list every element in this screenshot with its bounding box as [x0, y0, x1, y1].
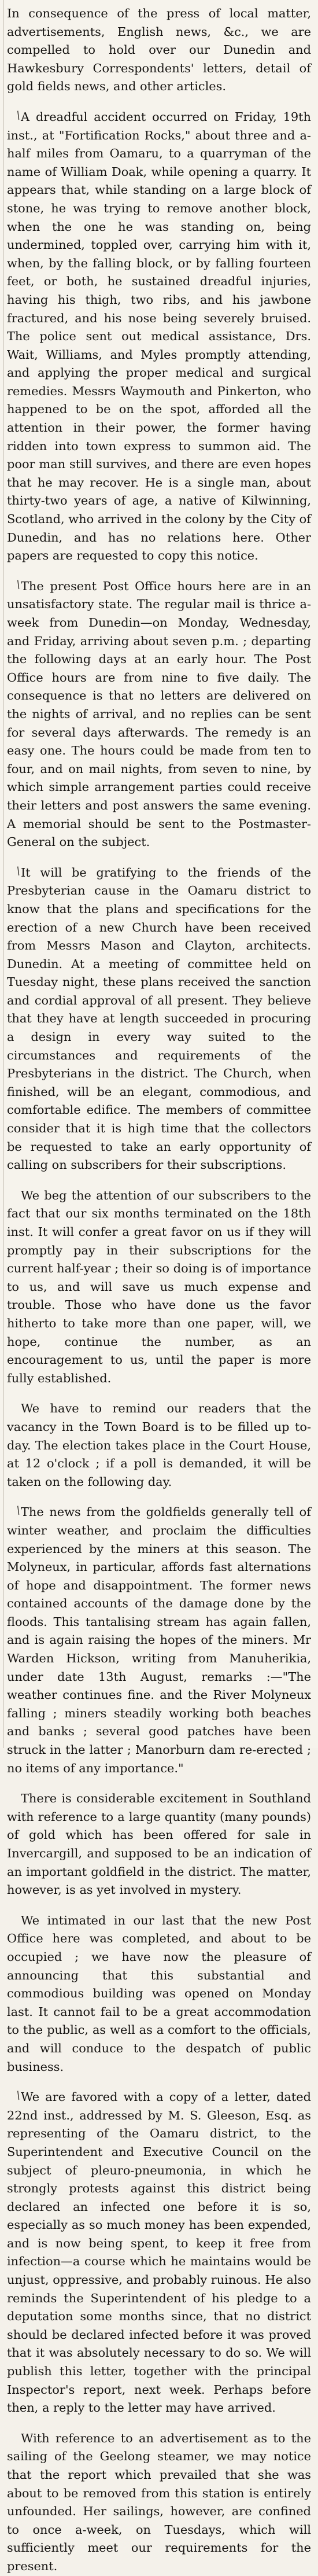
handwritten-mark-icon: / — [14, 109, 23, 122]
article-goldfields-news — [7, 1503, 311, 1778]
handwritten-mark-icon: / — [14, 2089, 23, 2102]
article-geelong-steamer: With reference to an advertisement as to the sailing of the Geelong steamer, we may notice that the report which prevailed that she was about to be removed from this station is entirely unfounded. Her sailings, however, are confined to once a-week, on Tuesdays, which will sufficiently meet our requirements for the present. — [7, 2431, 311, 2573]
article-post-office-hours — [7, 577, 311, 852]
article-post-office-hours-text: The present Post Office hours here are in an unsatisfactory state. The regular mail is thrice a-week from Dunedin—on Monday, Wednesday, and Friday, arriving about seven p.m. ; departing the following days at an early hour. The Post Office hours are from nine to five daily. The consequence is that no letters are delivered on the nights of arrival, and no replies can be sent for several days afterwards. The remedy is an easy one. The hours could be made from ten to four, and on mail nights, from seven to nine, by which simple arrangement parties could receive their letters and post answers the same evening. A memorial should be sent to the Postmaster-General on the subject. — [7, 579, 311, 849]
handwritten-mark-icon: / — [14, 578, 23, 591]
article-quarry-accident-text: A dreadful accident occurred on Friday, 19th inst., at "Fortification Rocks," about three and a-half miles from Oamaru, to a quarryman of the name of William Doak, while opening a quarry. It appears that, while standing on a large block of stone, he was trying to remove another block, when the one he was standing on, being undermined, toppled over, carrying him with it, when, by the falling block, or by falling fourteen feet, or both, he sustained dreadful injuries, having his thigh, two ribs, and his jawbone fractured, and his nose being severely bruised. The police sent out medical assistance, Drs. Wait, Williams, and Myles promptly attending, and applying the proper medical and surgical remedies. Messrs Waymouth and Pinkerton, who happened to be on the spot, afforded all the attention in their power, the former having ridden into town express to summon aid. The poor man still survives, and there are even hopes that he may recover. He is a single man, about thirty-two years of age, a native of Kilwinning, Scotland, who arrived in the colony by the City of Dunedin, and has no relations here. Other papers are requested to copy this notice. — [7, 109, 311, 563]
article-pleuro-pneumonia-letter-text: We are favored with a copy of a letter, dated 22nd inst., addressed by M. S. Gleeson, Esq. as representing of the Oamaru district, to the Superintendent and Executive Council on the subject of pleuro-pneumonia, in which he strongly protests against this district being declared an infected one before it is so, especially as so much money has been expended, and is now being spent, to keep it free from infection—a course which he maintains would be unjust, oppressive, and probably ruinous. He also reminds the Superintendent of his pledge to a deputation some months since, that no district should be declared infected before it was proved that it was absolutely necessary to do so. We will publish this letter, together with the principal Inspector's report, next week. Perhaps before then, a reply to the letter may have arrived. — [7, 2090, 311, 2415]
notice-held-over: In consequence of the press of local matter, advertisements, English news, &c., we are compelled to hold over our Dunedin and Hawkesbury Correspondents' letters, detail of gold fields news, and other articles. — [7, 6, 311, 94]
article-new-post-office: We intimated in our last that the new Post Office here was completed, and about to be occupied ; we have now the pleasure of announcing that this substantial and commodious building was opened on Monday last. It cannot fail to be a great accommodation to the public, as well as a comfort to the officials, and will conduce to the despatch of public business. — [7, 1913, 311, 2074]
handwritten-mark-icon: / — [14, 864, 23, 877]
handwritten-mark-icon: / — [14, 1504, 23, 1517]
article-goldfields-news-text: The news from the goldfields generally tell of winter weather, and proclaim the difficulties experienced by the miners at this season. The Molyneux, in particular, affords fast alternations of hope and disappointment. The former news contained accounts of the damage done by the floods. This tantalising stream has again fallen, and is again raising the hopes of the miners. Mr Warden Hickson, writing from Manuherikia, under date 13th August, remarks :—"The weather continues fine. and the River Molyneux falling ; miners steadily working both beaches and banks ; several good patches have been struck in the latter ; Manorburn dam re-erected ; no items of any importance." — [7, 1505, 311, 1775]
article-presbyterian-church-text: It will be gratifying to the friends of the Presbyterian cause in the Oamaru district to know that the plans and specifications for the erection of a new Church have been received from Messrs Mason and Clayton, architects. Dunedin. At a meeting of committee held on Tuesday night, these plans received the sanction and cordial approval of all present. They believe that they have at length succeeded in procuring a design in every way suited to the circumstances and requirements of the Presbyterians in the district. The Church, when finished, will be an elegant, commodious, and comfortable edifice. The members of committee consider that it is high time that the collectors be requested to take an early opportunity of calling on subscribers for their subscriptions. — [7, 865, 311, 1172]
article-pleuro-pneumonia-letter — [7, 2088, 311, 2417]
article-quarry-accident — [7, 108, 311, 565]
article-town-board-election: We have to remind our readers that the vacancy in the Town Board is to be filled up to-day. The election takes place in the Court House, at 12 o'clock ; if a poll is demanded, it will be taken on the following day. — [7, 1401, 311, 1489]
article-subscribers: We beg the attention of our subscribers to the fact that our six months terminated on the 18th inst. It will confer a great favor on us if they will promptly pay in their subscriptions for the current half-year ; their so doing is of importance to us, and will save us much expense and trouble. Those who have done us the favor hitherto to take more than one paper, will, we hope, continue the number, as an encouragement to us, until the paper is more fully established. — [7, 1188, 311, 1385]
article-southland-gold: There is considerable excitement in Southland with reference to a large quantity (many pounds) of gold which has been offered for sale in Invercargill, and supposed to be an indication of an important goldfield in the district. The matter, however, is as yet involved in mystery. — [7, 1791, 311, 1897]
article-presbyterian-church — [7, 864, 311, 1175]
